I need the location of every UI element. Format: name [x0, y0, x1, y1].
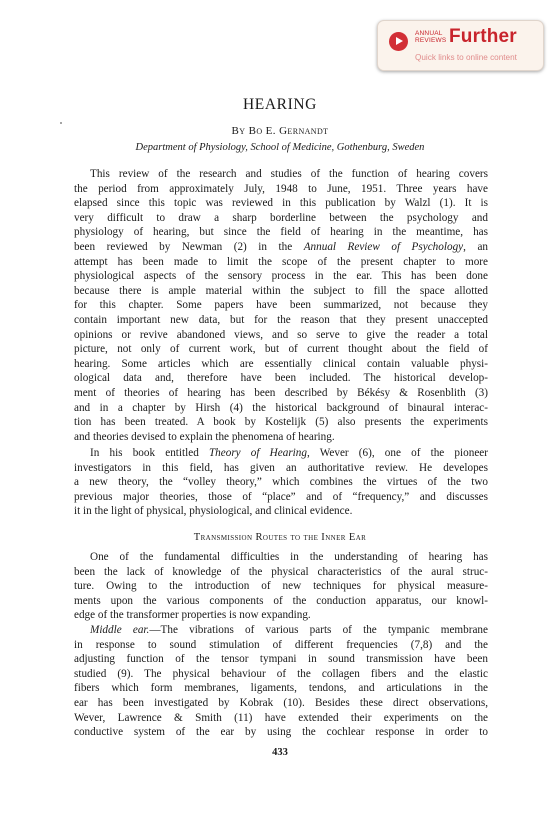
section-heading: Transmission Routes to the Inner Ear: [193, 532, 367, 543]
article-title: HEARING: [243, 96, 317, 113]
text-line: elapsed since this topic was reviewed in this publication by Walzl (1). It is: [74, 197, 488, 210]
text-line: for this chapter. Some papers have been summarized, not because they: [74, 299, 488, 312]
text-run: been reviewed by Newman (2) in the: [74, 240, 304, 253]
banner-reviews: REVIEWS: [415, 37, 447, 44]
page-number: 433: [272, 747, 288, 758]
text-line: been the lack of knowledge of the physical characteristics of the aural struc-: [74, 565, 488, 578]
text-line: [74, 623, 488, 638]
text-line: ments upon the various components of the conduction apparatus, our knowl-: [74, 594, 488, 607]
text-line: and theories devised to explain the phenomena of hearing.: [74, 430, 335, 443]
text-line: and in a chapter by Hirsh (4) the historical background of binaural interac-: [74, 401, 488, 414]
text-line: investigators in this field, has given an authoritative review. He developes: [74, 461, 488, 474]
text-line: edge of the transformer properties is now expanding.: [74, 609, 311, 622]
text-line: very difficult to draw a sharp borderline between the psychology and: [74, 211, 488, 224]
text-line: ment of theories of hearing has been described by Békésy & Rosenblith (3): [74, 386, 488, 399]
text-line: conductive system of the ear by using the cochlear response in order to: [74, 726, 488, 739]
page-mark: [60, 122, 62, 124]
article-author: By Bo E. Gernandt: [231, 125, 329, 137]
play-arrow-icon: [389, 32, 408, 51]
text-line: physiological aspects of the sensory process in the ear. This has been done: [74, 270, 488, 283]
text-run: , Wever (6), one of the pioneer: [306, 447, 488, 459]
text-line: This review of the research and studies of the function of hearing covers: [90, 168, 488, 180]
banner-annual-reviews: [415, 30, 446, 44]
text-line: fibers which form membranes, ligaments, tendons, and articulations in the: [74, 682, 488, 695]
text-line: attempt has been made to limit the scope of the present chapter to more: [74, 255, 488, 268]
banner-annual: ANNUAL: [415, 30, 443, 37]
text-line: adjusting function of the tensor tympani in sound transmission have been: [74, 653, 488, 666]
article-affiliation: Department of Physiology, School of Medicine, Gothenburg, Sweden: [135, 142, 425, 153]
text-run: —The vibrations of various parts of the tympanic membrane: [149, 624, 488, 636]
text-line: One of the fundamental difficulties in the understanding of hearing has: [90, 551, 488, 563]
text-line: picture, not only of current work, but of current thought about the field of: [74, 343, 488, 356]
text-line: physiology of hearing, but since the field of hearing in the meantime, has: [74, 226, 488, 239]
text-line: Wever, Lawrence & Smith (11) have extended their experiments on the: [74, 711, 488, 724]
banner-subtitle: Quick links to online content: [415, 53, 517, 62]
paragraph-wever: [74, 446, 488, 519]
paragraph-intro: [74, 167, 488, 444]
text-line: ear has been investigated by Kobrak (10). Besides these direct observations,: [74, 696, 488, 709]
text-line: tion has been treated. A book by Kostelijk (5) also presents the experiments: [74, 416, 488, 429]
text-line: ture. Owing to the introduction of new techniques for physical measure-: [74, 580, 488, 593]
text-line: a new theory, the “volley theory,” which combines the virtues of the two: [74, 476, 488, 489]
text-line: it in the light of physical, physiological, and clinical evidence.: [74, 505, 353, 518]
paragraph-fundamental: [74, 550, 488, 623]
journal-title: Annual Review of Psychology: [303, 240, 464, 253]
text-line: ological data and, therefore have been included. The historical develop-: [74, 372, 488, 385]
paragraph-middle-ear: [74, 623, 488, 740]
text-line: opinions or revive abandoned views, and so serve to give the reader a total: [74, 328, 488, 341]
banner-further: Further: [449, 26, 517, 47]
book-title: Theory of Hearing: [208, 447, 307, 459]
text-line: [74, 240, 488, 255]
text-line: studied (9). The physical behaviour of the collagen fibers and the elastic: [74, 667, 488, 680]
text-line: previous major theories, those of “place” and of “frequency,” and discusses: [74, 490, 488, 503]
text-line: contain important new data, but for the reason that they present unaccepted: [74, 313, 488, 326]
further-banner[interactable]: [377, 20, 544, 71]
text-line: [74, 446, 488, 461]
subsection-lead: Middle ear.: [90, 624, 150, 636]
text-run: In his book entitled: [90, 447, 209, 459]
text-line: in response to sound stimulation of different frequencies (7,8) and the: [74, 638, 488, 651]
text-line: the period from approximately July, 1948 to June, 1951. Three years have: [74, 182, 488, 195]
text-line: hearing. Some articles which are essentially clinical contain valuable physi-: [74, 357, 488, 370]
text-run: , an: [463, 240, 489, 253]
text-line: because there is ample material within the subject to fill the space allotted: [74, 284, 488, 297]
